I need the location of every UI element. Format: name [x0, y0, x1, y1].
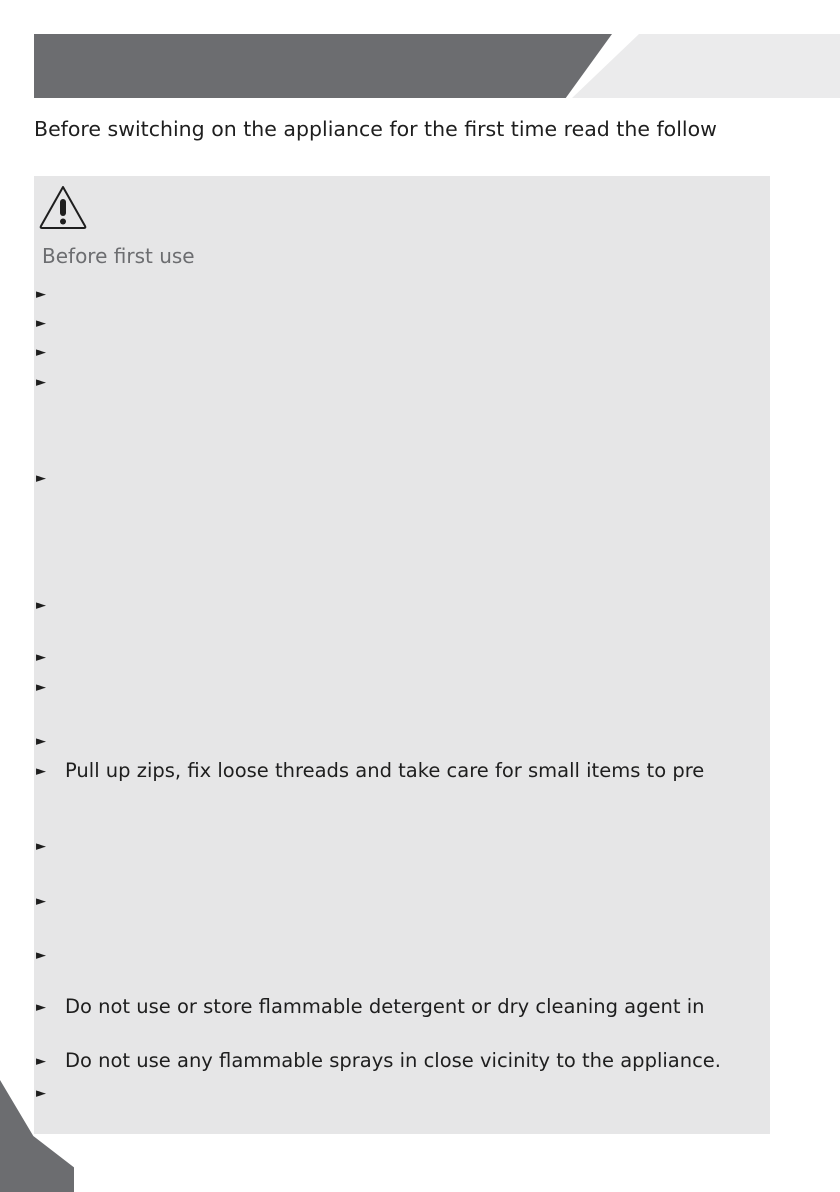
bullet-marker: ► [36, 1086, 46, 1101]
header-tab [572, 34, 840, 98]
bullet-marker: ► [36, 345, 46, 360]
bullet-marker: ► [36, 1000, 46, 1015]
bullet-text: Do not use or store flammable detergent or dry cleaning agent in [65, 995, 705, 1018]
bullet-marker: ► [36, 650, 46, 665]
bullet-text: Pull up zips, fix loose threads and take care for small items to pre [65, 759, 705, 782]
bullet-marker: ► [36, 680, 46, 695]
safety-panel [34, 176, 770, 1134]
bullet-text: Do not use any flammable sprays in close vicinity to the appliance. [65, 1049, 722, 1072]
warning-triangle-icon [38, 184, 88, 230]
bullet-marker: ► [36, 316, 46, 331]
bullet-marker: ► [36, 375, 46, 390]
bullet-marker: ► [36, 1054, 46, 1069]
section-title: Before first use [42, 244, 195, 268]
bullet-marker: ► [36, 287, 46, 302]
bullet-marker: ► [36, 894, 46, 909]
bullet-marker: ► [36, 598, 46, 613]
bullet-marker: ► [36, 764, 46, 779]
intro-text: Before switching on the appliance for the first time read the follow [34, 117, 717, 141]
bullet-marker: ► [36, 948, 46, 963]
header-banner [34, 34, 612, 98]
bullet-marker: ► [36, 471, 46, 486]
bullet-marker: ► [36, 734, 46, 749]
bullet-marker: ► [36, 839, 46, 854]
